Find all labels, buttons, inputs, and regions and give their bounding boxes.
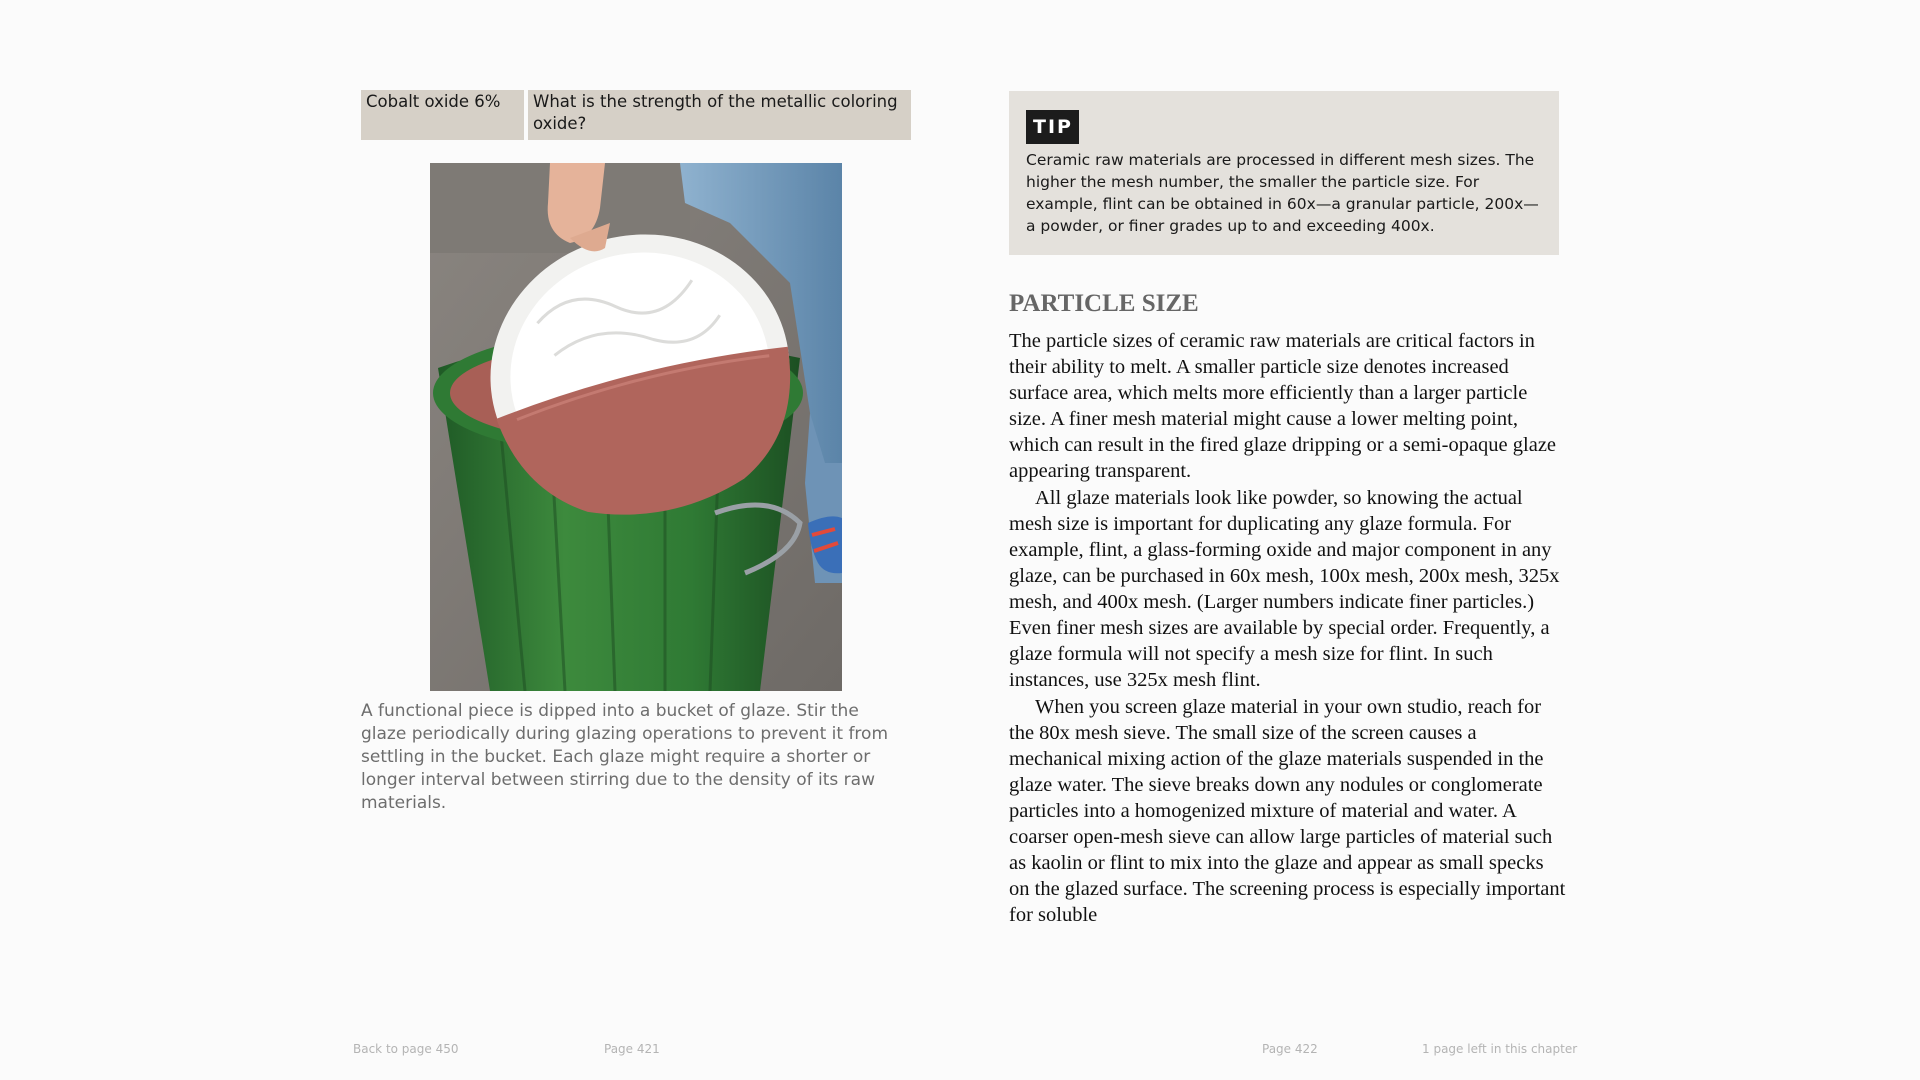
glaze-bucket-photo: [430, 163, 842, 691]
tip-badge: TIP: [1026, 110, 1079, 144]
table-cell-question: What is the strength of the metallic coloring oxide?: [528, 90, 911, 140]
section-heading: PARTICLE SIZE: [1009, 290, 1199, 317]
paragraph: When you screen glaze material in your own studio, reach for the 80x mesh sieve. The small size of the screen causes a mechanical mixing action of the glaze materials suspended in the glaze water. The sieve breaks down any nodules or conglomerate particles into a homogenized mixture of material and water. A coarser open-mesh sieve can allow large particles of material such as kaolin or flint to mix into the glaze and appear as small specks on the glazed surface. The screening process is especially important for soluble: [1009, 696, 1566, 926]
right-page-number: Page 422: [1262, 1042, 1318, 1056]
tip-box: [1009, 91, 1559, 255]
back-to-page-link[interactable]: Back to page 450: [353, 1042, 459, 1056]
left-page-number: Page 421: [604, 1042, 660, 1056]
tip-text: Ceramic raw materials are processed in different mesh sizes. The higher the mesh number, the smaller the particle size. For example, flint can be obtained in 60x—a granular particle, 200x—a powder, or finer grades up to and exceeding 400x.: [1026, 151, 1539, 235]
paragraph: The particle sizes of ceramic raw materials are critical factors in their ability to melt. A smaller particle size denotes increased surface area, which melts more efficiently than a larger particle size. A finer mesh material might cause a lower melting point, which can result in the fired glaze dripping or a semi-opaque glaze appearing transparent.: [1009, 330, 1557, 482]
table-cell-colorant: Cobalt oxide 6%: [361, 90, 524, 140]
photo-caption: A functional piece is dipped into a bucket of glaze. Stir the glaze periodically during glazing operations to prevent it from settling in the bucket. Each glaze might require a shorter or longer interval between stirring due to the density of its raw materials.: [361, 701, 888, 813]
paragraph: All glaze materials look like powder, so knowing the actual mesh size is important for duplicating any glaze formula. For example, flint, a glass-forming oxide and major component in any glaze, can be purchased in 60x mesh, 100x mesh, 200x mesh, 325x mesh, and 400x mesh. (Larger numbers indicate finer particles.) Even finer mesh sizes are available by special order. Frequently, a glaze formula will not specify a mesh size for flint. In such instances, use 325x mesh flint.: [1009, 487, 1560, 691]
glaze-table-row: [361, 90, 911, 140]
chapter-pages-remaining: 1 page left in this chapter: [1422, 1042, 1578, 1056]
body-text: [1009, 328, 1569, 928]
